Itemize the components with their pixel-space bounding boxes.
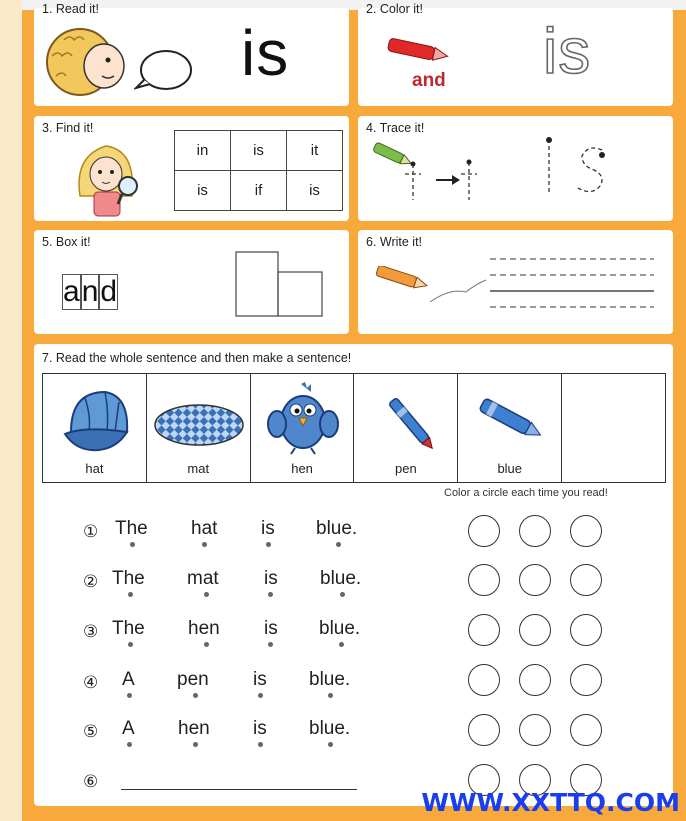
sentence-word: blue. <box>309 718 351 739</box>
panel-title: 5. Box it! <box>42 235 91 249</box>
sentence-word: The <box>115 518 148 539</box>
sentence-word: hat <box>191 518 218 539</box>
read-circle[interactable] <box>468 564 500 596</box>
pencil-icon <box>372 266 490 310</box>
picture-row <box>42 373 666 483</box>
read-circle[interactable] <box>468 515 500 547</box>
read-circle[interactable] <box>519 664 551 696</box>
read-circle[interactable] <box>570 564 602 596</box>
picture-label: blue <box>497 461 523 476</box>
grid-cell[interactable]: is <box>231 131 287 171</box>
find-grid <box>174 130 343 211</box>
sentence-word: blue. <box>320 568 362 589</box>
reading-dot <box>128 642 133 647</box>
reading-dot <box>193 693 198 698</box>
sentence-word: hen <box>178 718 210 739</box>
read-circle[interactable] <box>570 714 602 746</box>
pen-icon <box>378 388 444 458</box>
picture-cell-hen <box>251 374 355 482</box>
panel-read-it <box>34 2 349 106</box>
grid-cell[interactable]: it <box>287 131 343 171</box>
red-crayon-icon <box>386 38 450 64</box>
speech-bubble-icon <box>134 48 194 96</box>
panel-write-it <box>358 230 673 334</box>
picture-cell-blue <box>458 374 562 482</box>
sentence-row <box>83 518 403 548</box>
hen-icon <box>267 380 339 456</box>
letter-box: d <box>100 275 118 308</box>
reading-dot <box>202 542 207 547</box>
panel-title: 2. Color it! <box>366 2 423 16</box>
panel-find-it <box>34 116 349 221</box>
reading-dot <box>268 592 273 597</box>
reading-dot <box>258 742 263 747</box>
picture-label: hen <box>291 461 313 476</box>
sentence-row-blank <box>83 768 383 798</box>
sentence-number: ⑥ <box>83 772 99 791</box>
sentence-word: The <box>112 568 145 589</box>
read-circle[interactable] <box>519 714 551 746</box>
letter-box: n <box>81 275 99 308</box>
trace-strokes-icon <box>368 136 658 216</box>
read-circle[interactable] <box>468 614 500 646</box>
sentence-word: is <box>253 718 267 739</box>
picture-cell-empty[interactable] <box>562 374 665 482</box>
reading-dot <box>130 542 135 547</box>
sentence-row <box>83 718 403 748</box>
panel-color-it <box>358 2 673 106</box>
sentence-row <box>83 669 403 699</box>
panel-title: 6. Write it! <box>366 235 423 249</box>
hat-icon <box>61 388 131 456</box>
reading-dot <box>127 742 132 747</box>
sentence-number: ① <box>83 522 99 541</box>
reading-dot <box>266 542 271 547</box>
reading-dot <box>340 592 345 597</box>
panel-box-it <box>34 230 349 334</box>
panel-trace-it <box>358 116 673 221</box>
sentence-word: blue. <box>309 669 351 690</box>
grid-cell[interactable]: in <box>175 131 231 171</box>
sentence-word: is <box>264 568 278 589</box>
grid-row <box>175 171 343 211</box>
sentence-word: blue. <box>316 518 358 539</box>
circle-instruction: Color a circle each time you read! <box>444 487 608 499</box>
mat-icon <box>153 400 245 450</box>
grid-row <box>175 131 343 171</box>
picture-cell-pen <box>354 374 458 482</box>
sentence-word: A <box>122 718 135 739</box>
picture-cell-hat <box>43 374 147 482</box>
sentence-row <box>83 568 403 598</box>
sentence-number: ② <box>83 572 99 591</box>
blue-crayon-icon <box>474 398 546 442</box>
reading-dot <box>336 542 341 547</box>
panel-title: 4. Trace it! <box>366 121 425 135</box>
read-circle[interactable] <box>570 614 602 646</box>
read-circle[interactable] <box>570 664 602 696</box>
grid-cell[interactable]: if <box>231 171 287 211</box>
reading-dot <box>328 742 333 747</box>
sentence-row <box>83 618 403 648</box>
panel-title: 7. Read the whole sentence and then make a sentence! <box>42 351 352 365</box>
panel-title: 1. Read it! <box>42 2 99 16</box>
sentence-number: ④ <box>83 673 99 692</box>
reading-dot <box>258 693 263 698</box>
grid-cell[interactable]: is <box>175 171 231 211</box>
boxed-word-and <box>62 274 118 310</box>
sentence-word: is <box>253 669 267 690</box>
sentence-word: is <box>264 618 278 639</box>
picture-cell-mat <box>147 374 251 482</box>
read-circle[interactable] <box>468 664 500 696</box>
sentence-word: is <box>261 518 275 539</box>
read-circle[interactable] <box>519 515 551 547</box>
sentence-word: blue. <box>319 618 361 639</box>
sentence-word: hen <box>188 618 220 639</box>
picture-label: mat <box>187 461 210 476</box>
write-sentence-line[interactable] <box>121 788 357 790</box>
reading-dot <box>204 642 209 647</box>
outline-word-is: is <box>543 15 592 87</box>
reading-dot <box>328 693 333 698</box>
picture-label: hat <box>85 461 104 476</box>
page-edge <box>0 0 22 821</box>
read-circle[interactable] <box>519 614 551 646</box>
read-circle[interactable] <box>468 714 500 746</box>
girl-magnifier-icon <box>72 136 142 222</box>
letter-shape-boxes <box>234 250 326 320</box>
picture-label: pen <box>395 461 417 476</box>
reading-dot <box>193 742 198 747</box>
reading-dot <box>204 592 209 597</box>
sentence-number: ⑤ <box>83 722 99 741</box>
sentence-word: mat <box>187 568 219 589</box>
boy-face-icon <box>42 26 132 98</box>
grid-cell[interactable]: is <box>287 171 343 211</box>
reading-dot <box>127 693 132 698</box>
read-circle[interactable] <box>570 515 602 547</box>
sentence-word: pen <box>177 669 209 690</box>
sentence-word: A <box>122 669 135 690</box>
reading-dot <box>339 642 344 647</box>
and-label: and <box>412 70 446 91</box>
sentence-word: The <box>112 618 145 639</box>
site-watermark: WWW.XXTTQ.COM <box>421 788 680 817</box>
reading-dot <box>128 592 133 597</box>
read-circle[interactable] <box>519 564 551 596</box>
writing-lines[interactable] <box>490 256 654 310</box>
panel-title: 3. Find it! <box>42 121 94 135</box>
word-is: is <box>241 17 290 89</box>
sentence-number: ③ <box>83 622 99 641</box>
reading-dot <box>268 642 273 647</box>
letter-box: a <box>63 275 80 308</box>
